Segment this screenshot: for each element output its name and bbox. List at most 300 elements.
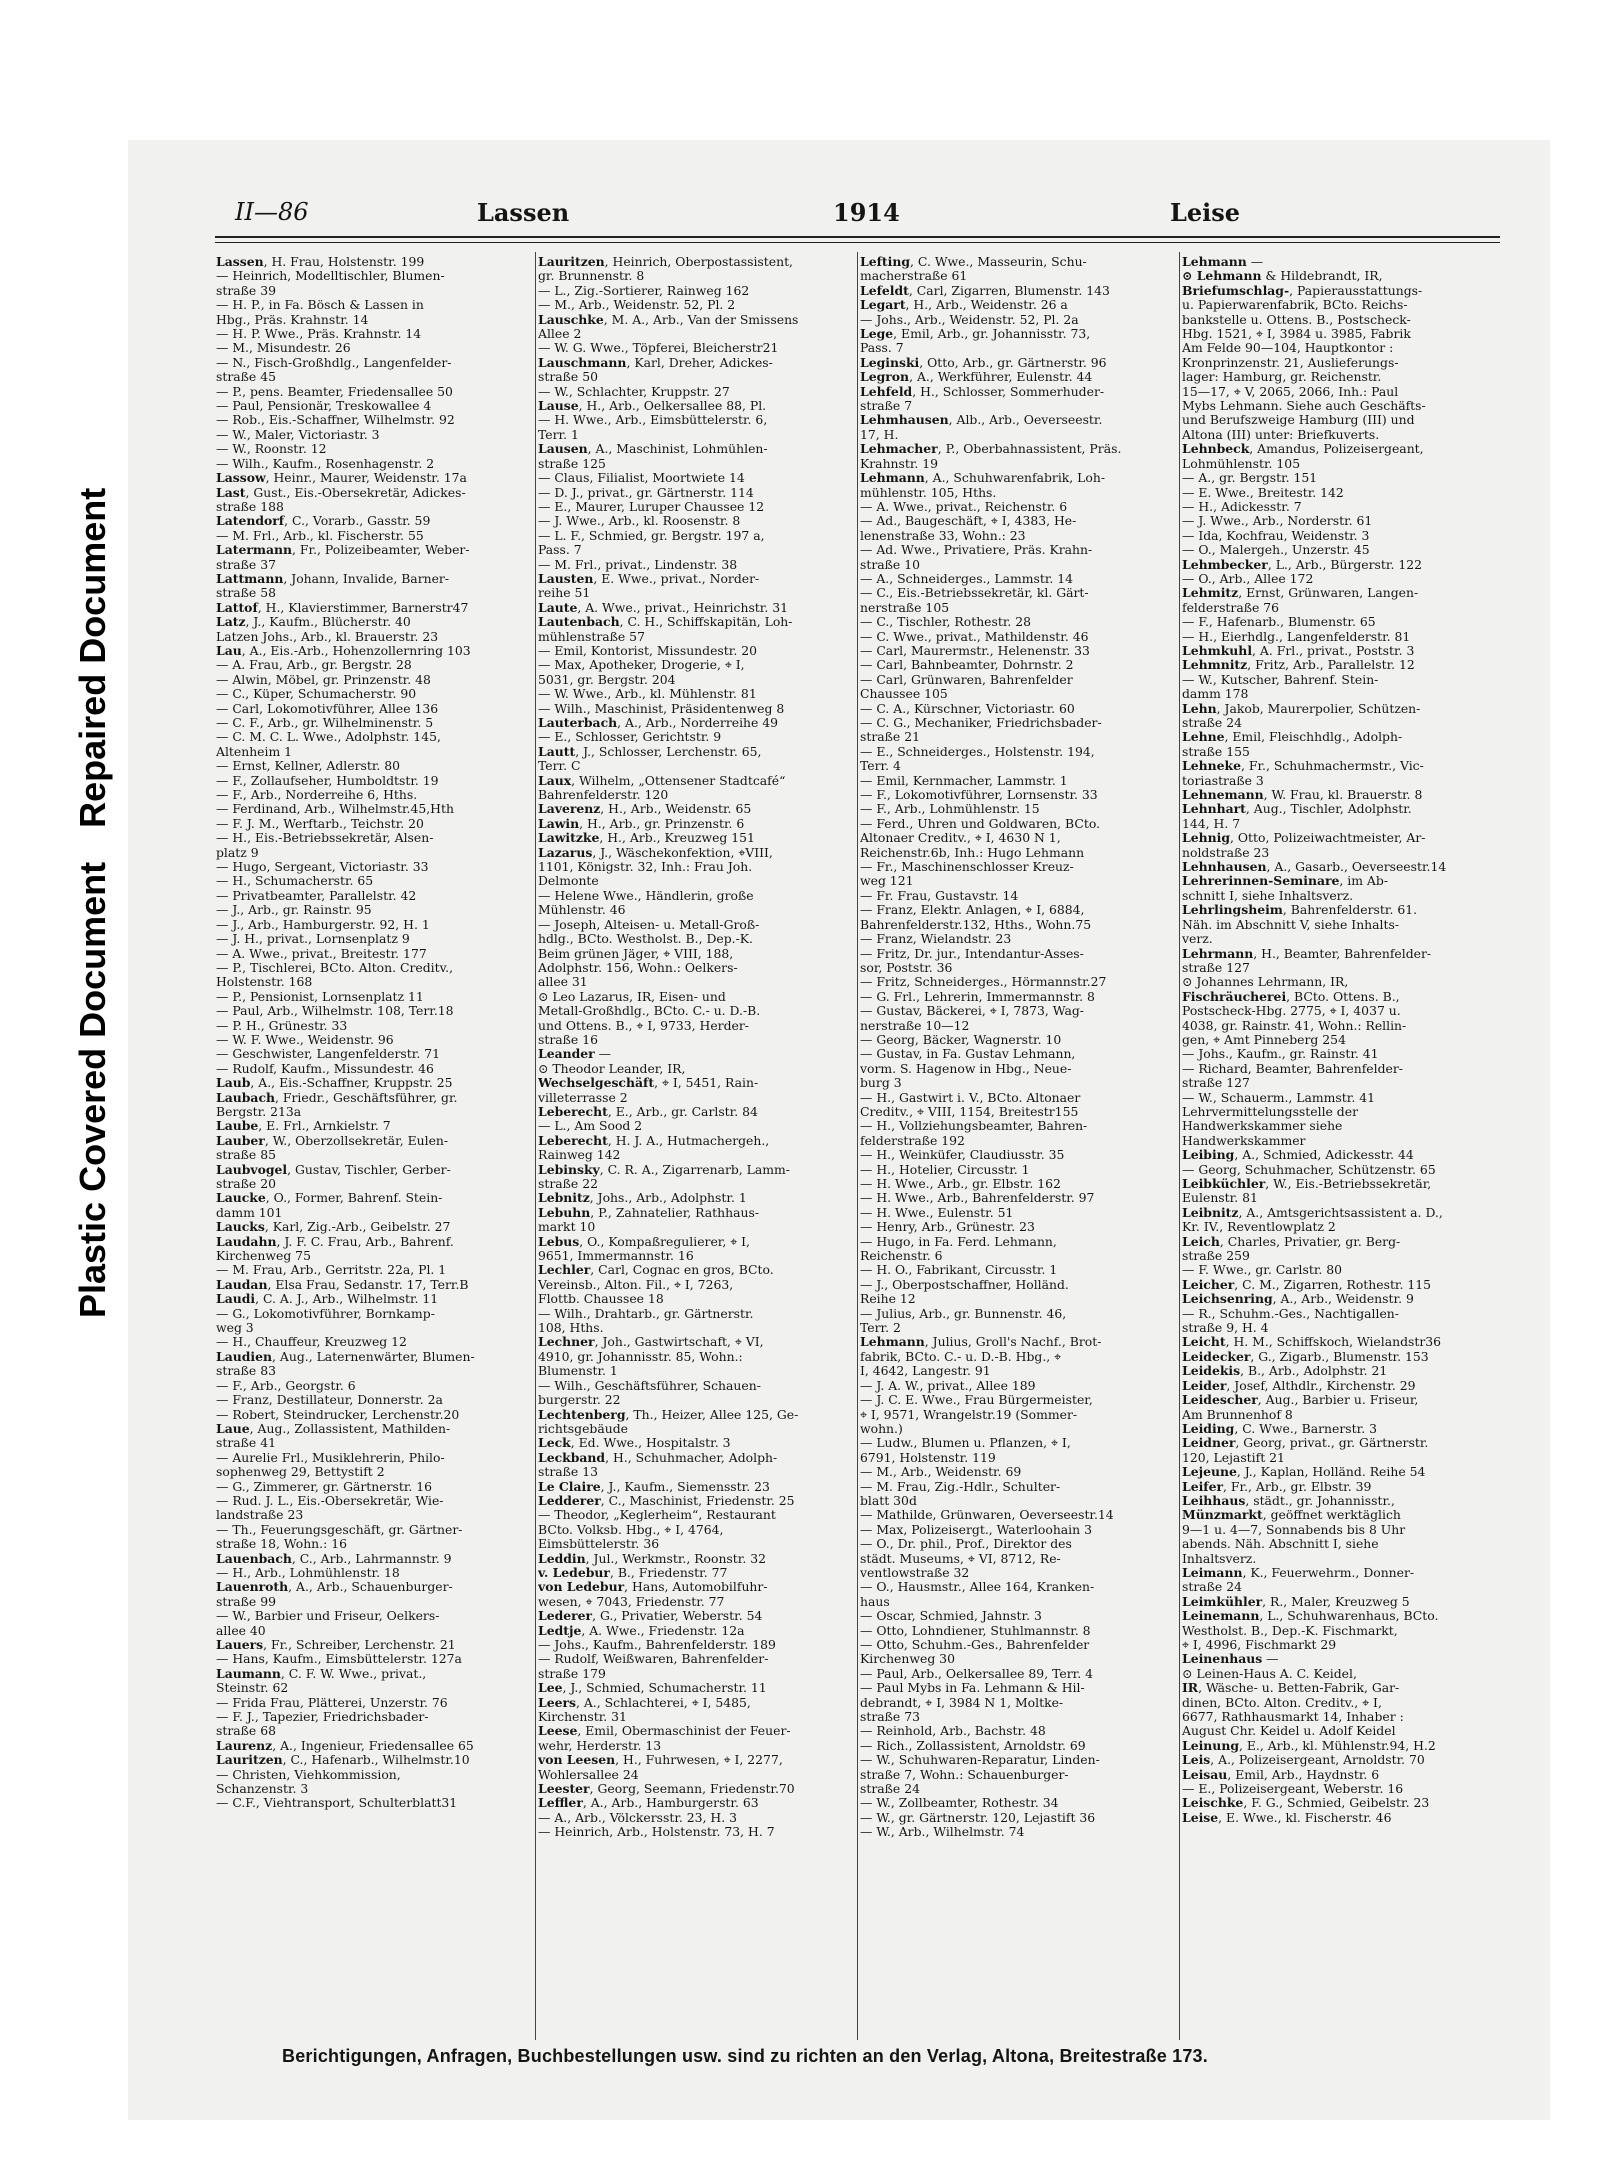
directory-line: — Rob., Eis.-Schaffner, Wilhelmstr. 92: [216, 413, 455, 428]
directory-line: weg 3: [216, 1321, 254, 1336]
directory-line: und Berufszweige Hamburg (III) und: [1182, 413, 1415, 428]
directory-line: Wechselgeschäft, ⌖ I, 5451, Rain-: [538, 1076, 759, 1091]
directory-line: — Wilh., Kaufm., Rosenhagenstr. 2: [216, 456, 435, 471]
directory-line: August Chr. Keidel u. Adolf Keidel: [1182, 1724, 1396, 1739]
directory-line: felderstraße 192: [860, 1133, 965, 1148]
directory-line: — Ernst, Kellner, Adlerstr. 80: [216, 759, 401, 774]
directory-line: Handwerkskammer: [1182, 1133, 1306, 1148]
directory-line: — H. Wwe., Arb., gr. Elbstr. 162: [860, 1177, 1061, 1191]
directory-line: gen, ⌖ Amt Pinneberg 254: [1182, 1032, 1346, 1047]
directory-line: — C., Eis.-Betriebssekretär, kl. Gärt-: [860, 586, 1089, 601]
directory-line: Blumenstr. 1: [538, 1364, 618, 1379]
directory-line: — Fr., Maschinenschlosser Kreuz-: [860, 860, 1074, 875]
directory-line: vorm. S. Hagenow in Hbg., Neue-: [860, 1061, 1072, 1076]
directory-line: ⊙ Leinen-Haus A. C. Keidel,: [1182, 1666, 1357, 1681]
directory-line: — A., Schneiderges., Lammstr. 14: [860, 571, 1074, 586]
directory-line: Delmonte: [538, 874, 599, 889]
directory-line: — M., Misundestr. 26: [216, 341, 351, 356]
directory-line: straße 45: [216, 370, 276, 385]
directory-line: Lauschmann, Karl, Dreher, Adickes-: [538, 355, 773, 370]
directory-line: straße 73: [860, 1710, 920, 1725]
page-number: II—86: [235, 198, 309, 226]
column-divider: [535, 252, 536, 2040]
directory-line: I, 4642, Langestr. 91: [860, 1364, 991, 1379]
directory-line: Reichenstr.6b, Inh.: Hugo Lehmann: [860, 845, 1085, 860]
directory-line: — Georg, Bäcker, Wagnerstr. 10: [860, 1032, 1062, 1047]
directory-line: macherstraße 61: [860, 269, 968, 284]
directory-line: haus: [860, 1594, 890, 1609]
directory-line: — Alwin, Möbel, gr. Prinzenstr. 48: [216, 672, 431, 687]
directory-line: Lauritzen, Heinrich, Oberpostassistent,: [538, 255, 793, 269]
directory-line: — Reinhold, Arb., Bachstr. 48: [860, 1724, 1046, 1739]
directory-line: Kronprinzenstr. 21, Auslieferungs-: [1182, 355, 1399, 370]
directory-line: weg 121: [860, 874, 914, 889]
directory-line: straße 7, Wohn.: Schauenburger-: [860, 1767, 1069, 1782]
directory-line: Pass. 7: [538, 543, 582, 558]
directory-line: Latendorf, C., Vorarb., Gasstr. 59: [216, 514, 431, 529]
directory-line: 5031, gr. Bergstr. 204: [538, 672, 676, 687]
directory-line: lenenstraße 33, Wohn.: 23: [860, 528, 1026, 543]
directory-line: gr. Brunnenstr. 8: [538, 269, 645, 284]
directory-line: u. Papierwarenfabrik, BCto. Reichs-: [1182, 298, 1408, 313]
directory-line: Leichsenring, A., Arb., Weidenstr. 9: [1182, 1292, 1414, 1307]
directory-line: — Franz, Elektr. Anlagen, ⌖ I, 6884,: [860, 903, 1085, 918]
directory-line: — C., Tischler, Rothestr. 28: [860, 615, 1032, 630]
directory-line: straße 68: [216, 1724, 276, 1739]
directory-line: ⊙ Leo Lazarus, IR, Eisen- und: [538, 989, 726, 1004]
directory-line: straße 16: [538, 1032, 598, 1047]
directory-line: v. Ledebur, B., Friedenstr. 77: [538, 1565, 728, 1580]
directory-line: straße 24: [860, 1782, 920, 1797]
directory-line: Lauers, Fr., Schreiber, Lerchenstr. 21: [216, 1638, 456, 1652]
directory-line: Leidecker, G., Zigarb., Blumenstr. 153: [1182, 1349, 1429, 1364]
directory-line: — Paul, Arb., Oelkersallee 89, Terr. 4: [860, 1666, 1093, 1681]
directory-line: ⊙ Johannes Lehrmann, IR,: [1182, 975, 1349, 990]
directory-line: 4038, gr. Rainstr. 41, Wohn.: Rellin-: [1182, 1018, 1407, 1033]
directory-line: — Carl, Grünwaren, Bahrenfelder: [860, 672, 1073, 687]
directory-line: hdlg., BCto. Westholst. B., Dep.-K.: [538, 932, 753, 947]
directory-line: — F., Zollaufseher, Humboldtstr. 19: [216, 773, 439, 788]
directory-line: Leicher, C. M., Zigarren, Rothestr. 115: [1182, 1277, 1432, 1292]
directory-line: noldstraße 23: [1182, 845, 1270, 860]
directory-line: platz 9: [216, 845, 259, 860]
directory-line: Westholst. B., Dep.-K. Fischmarkt,: [1182, 1623, 1398, 1638]
directory-line: — W., Roonstr. 12: [216, 442, 327, 457]
directory-line: Lausen, A., Maschinist, Lohmühlen-: [538, 442, 768, 457]
directory-line: Ledtje, A. Wwe., Friedenstr. 12a: [538, 1623, 745, 1638]
directory-line: Reichenstr. 6: [860, 1249, 943, 1264]
directory-line: Lehne, Emil, Fleischhdlg., Adolph-: [1182, 730, 1403, 745]
directory-line: — C. F., Arb., gr. Wilhelminenstr. 5: [216, 716, 434, 730]
directory-line: — Joseph, Alteisen- u. Metall-Groß-: [538, 917, 760, 932]
directory-line: felderstraße 76: [1182, 600, 1280, 615]
directory-line: 17, H.: [860, 427, 899, 442]
directory-line: Lehnemann, W. Frau, kl. Brauerstr. 8: [1182, 788, 1423, 803]
directory-line: — H., Gastwirt i. V., BCto. Altonaer: [860, 1090, 1081, 1105]
directory-line: — F. Wwe., gr. Carlstr. 80: [1182, 1263, 1343, 1278]
directory-line: nerstraße 10—12: [860, 1018, 970, 1033]
directory-line: straße 179: [538, 1666, 606, 1681]
directory-line: Le Claire, J., Kaufm., Siemensstr. 23: [538, 1479, 770, 1494]
directory-line: — Johs., Kaufm., Bahrenfelderstr. 189: [538, 1638, 776, 1652]
directory-line: Lehmann, A., Schuhwarenfabrik, Loh-: [860, 471, 1106, 486]
directory-line: straße 125: [538, 456, 606, 471]
directory-line: Rainweg 142: [538, 1148, 621, 1163]
directory-line: — J. Wwe., Arb., kl. Roosenstr. 8: [538, 514, 741, 529]
directory-line: Laudahn, J. F. C. Frau, Arb., Bahrenf.: [216, 1234, 454, 1249]
directory-line: — Aurelie Frl., Musiklehrerin, Philo-: [216, 1450, 445, 1465]
directory-line: — Claus, Filialist, Moortwiete 14: [538, 471, 745, 486]
directory-line: — J., Oberpostschaffner, Holländ.: [860, 1277, 1069, 1292]
directory-line: — Paul, Arb., Wilhelmstr. 108, Terr.18: [216, 1004, 454, 1019]
directory-line: Chaussee 105: [860, 687, 948, 702]
directory-line: — C. Wwe., privat., Mathildenstr. 46: [860, 629, 1089, 644]
directory-line: — W., Kutscher, Bahrenf. Stein-: [1182, 672, 1379, 687]
directory-line: — C. G., Mechaniker, Friedrichsbader-: [860, 716, 1102, 730]
year: 1914: [833, 198, 900, 227]
directory-line: Beim grünen Jäger, ⌖ VIII, 188,: [538, 946, 734, 961]
directory-line: Lehmann —: [1182, 255, 1264, 269]
directory-line: — F. J. M., Werftarb., Teichstr. 20: [216, 816, 424, 831]
directory-line: wehr, Herderstr. 13: [538, 1738, 662, 1753]
directory-line: Adolphstr. 156, Wohn.: Oelkers-: [538, 960, 738, 975]
directory-line: — A., Arb., Völckersstr. 23, H. 3: [538, 1810, 737, 1825]
directory-line: Lassow, Heinr., Maurer, Weidenstr. 17a: [216, 471, 467, 486]
directory-line: — A., gr. Bergstr. 151: [1182, 471, 1318, 486]
repaired-label: Repaired Document: [72, 487, 113, 828]
directory-line: Lehmhausen, Alb., Arb., Oeverseestr.: [860, 413, 1103, 428]
directory-line: Terr. 2: [860, 1321, 901, 1336]
directory-line: fabrik, BCto. C.- u. D.-B. Hbg., ⌖: [860, 1349, 1062, 1364]
directory-line: — O., Malergeh., Unzerstr. 45: [1182, 543, 1370, 558]
directory-line: Leinemann, L., Schuhwarenhaus, BCto.: [1182, 1609, 1439, 1624]
directory-line: Lauenbach, C., Arb., Lahrmannstr. 9: [216, 1551, 452, 1566]
directory-line: Terr. 4: [860, 759, 901, 774]
directory-line: — Max, Apotheker, Drogerie, ⌖ I,: [538, 658, 745, 673]
directory-line: Lehfeld, H., Schlosser, Sommerhuder-: [860, 384, 1105, 399]
directory-line: — Henry, Arb., Grünestr. 23: [860, 1220, 1035, 1235]
directory-line: Laute, A. Wwe., privat., Heinrichstr. 31: [538, 600, 788, 615]
directory-line: — H. P. Wwe., Präs. Krahnstr. 14: [216, 327, 422, 342]
directory-line: Laue, Aug., Zollassistent, Mathilden-: [216, 1421, 451, 1436]
directory-line: Lehrmann, H., Beamter, Bahrenfelder-: [1182, 946, 1432, 961]
directory-line: — W., Arb., Wilhelmstr. 74: [860, 1825, 1025, 1840]
directory-line: — Rud. J. L., Eis.-Obersekretär, Wie-: [216, 1493, 444, 1508]
directory-line: Leise, E. Wwe., kl. Fischerstr. 46: [1182, 1810, 1392, 1825]
directory-line: Laucke, O., Former, Bahrenf. Stein-: [216, 1191, 443, 1206]
directory-line: Lehmann, Julius, Groll's Nachf., Brot-: [860, 1335, 1102, 1350]
directory-column-2: [538, 255, 854, 2041]
directory-line: — Wilh., Drahtarb., gr. Gärtnerstr.: [538, 1306, 754, 1321]
directory-line: Laube, E. Frl., Arnkielstr. 7: [216, 1119, 391, 1134]
directory-line: Terr. 1: [538, 427, 579, 442]
directory-line: — M., Arb., Weidenstr. 69: [860, 1465, 1022, 1480]
directory-line: — W., Schlachter, Kruppstr. 27: [538, 384, 730, 399]
directory-line: Kirchenweg 75: [216, 1249, 311, 1264]
directory-line: Lause, H., Arb., Oelkersallee 88, Pl.: [538, 399, 767, 414]
directory-line: — C. A., Kürschner, Victoriastr. 60: [860, 701, 1075, 716]
directory-line: Leander —: [538, 1047, 612, 1062]
directory-line: verz.: [1182, 932, 1213, 947]
directory-line: Latermann, Fr., Polizeibeamter, Weber-: [216, 543, 470, 558]
directory-line: — J., Arb., Hamburgerstr. 92, H. 1: [216, 917, 430, 932]
directory-line: Leidner, Georg, privat., gr. Gärtnerstr.: [1182, 1436, 1429, 1451]
directory-line: Leddin, Jul., Werkmstr., Roonstr. 32: [538, 1551, 766, 1566]
header-rule: [215, 236, 1500, 238]
directory-line: 144, H. 7: [1182, 816, 1241, 831]
directory-line: — Julius, Arb., gr. Bunnenstr. 46,: [860, 1306, 1067, 1321]
directory-line: ⊙ Lehmann & Hildebrandt, IR,: [1182, 269, 1383, 284]
directory-line: Laubvogel, Gustav, Tischler, Gerber-: [216, 1162, 451, 1177]
directory-line: von Ledebur, Hans, Automobilfuhr-: [538, 1580, 768, 1595]
header-rule-thin: [215, 242, 1500, 243]
directory-line: — P. H., Grünestr. 33: [216, 1018, 348, 1033]
directory-line: Laudan, Elsa Frau, Sedanstr. 17, Terr.B: [216, 1277, 469, 1292]
directory-line: Lee, J., Schmied, Schumacherstr. 11: [538, 1681, 767, 1696]
directory-line: — G., Lokomotivführer, Bornkamp-: [216, 1306, 435, 1321]
directory-line: Leimann, K., Feuerwehrm., Donner-: [1182, 1565, 1415, 1580]
directory-line: — H., Vollziehungsbeamter, Bahren-: [860, 1119, 1088, 1134]
directory-line: Lautenbach, C. H., Schiffskapitän, Loh-: [538, 615, 793, 630]
directory-line: Handwerkskammer siehe: [1182, 1119, 1343, 1134]
directory-line: straße 83: [216, 1364, 276, 1379]
directory-line: mühlenstraße 57: [538, 629, 645, 644]
directory-line: Lehn, Jakob, Maurerpolier, Schützen-: [1182, 701, 1421, 716]
directory-line: straße 50: [538, 370, 598, 385]
directory-line: — Heinrich, Modelltischler, Blumen-: [216, 269, 445, 284]
directory-line: — A. Frau, Arb., gr. Bergstr. 28: [216, 658, 412, 673]
directory-line: — W. Wwe., Arb., kl. Mühlenstr. 81: [538, 687, 757, 702]
directory-line: — Fr. Frau, Gustavstr. 14: [860, 888, 1019, 903]
directory-line: — Wilh., Maschinist, Präsidentenweg 8: [538, 701, 785, 716]
directory-line: straße 24: [1182, 1580, 1242, 1595]
directory-line: — E., Schneiderges., Holstenstr. 194,: [860, 744, 1095, 759]
directory-line: Kr. IV., Reventlowplatz 2: [1182, 1220, 1336, 1235]
directory-line: IR, Wäsche- u. Betten-Fabrik, Gar-: [1182, 1681, 1400, 1696]
directory-line: Holstenstr. 168: [216, 975, 313, 990]
directory-line: Postscheck-Hbg. 2775, ⌖ I, 4037 u.: [1182, 1004, 1401, 1019]
directory-line: straße 10: [860, 557, 920, 572]
directory-line: straße 22: [538, 1177, 598, 1191]
directory-line: Lazarus, J., Wäschekonfektion, ⌖VIII,: [538, 845, 773, 860]
directory-line: — Robert, Steindrucker, Lerchenstr.20: [216, 1407, 460, 1422]
directory-line: Lattmann, Johann, Invalide, Barner-: [216, 571, 450, 586]
directory-line: — Ludw., Blumen u. Pflanzen, ⌖ I,: [860, 1436, 1071, 1451]
directory-line: — Otto, Lohndiener, Stuhlmannstr. 8: [860, 1623, 1091, 1638]
directory-line: straße 127: [1182, 1076, 1250, 1091]
directory-line: — Franz, Destillateur, Donnerstr. 2a: [216, 1393, 443, 1408]
directory-line: Lehmnitz, Fritz, Arb., Parallelstr. 12: [1182, 658, 1415, 673]
directory-line: — J., Arb., gr. Rainstr. 95: [216, 903, 372, 918]
directory-line: Leisau, Emil, Arb., Haydnstr. 6: [1182, 1767, 1380, 1782]
directory-line: — A. Wwe., privat., Reichenstr. 6: [860, 499, 1068, 514]
directory-line: Lehmbecker, L., Arb., Bürgerstr. 122: [1182, 557, 1422, 572]
directory-line: — O., Arb., Allee 172: [1182, 571, 1314, 586]
directory-line: — J. Wwe., Arb., Norderstr. 61: [1182, 514, 1373, 529]
directory-line: Mühlenstr. 46: [538, 903, 626, 918]
directory-line: — Ferd., Uhren und Goldwaren, BCto.: [860, 816, 1101, 831]
directory-line: — C., Küper, Schumacherstr. 90: [216, 687, 417, 702]
directory-line: sor, Poststr. 36: [860, 960, 953, 975]
directory-line: Hbg. 1521, ⌖ I, 3984 u. 3985, Fabrik: [1182, 327, 1411, 342]
directory-line: Leese, Emil, Obermaschinist der Feuer-: [538, 1724, 791, 1739]
directory-line: Altenheim 1: [216, 744, 293, 759]
directory-line: 9—1 u. 4—7, Sonnabends bis 8 Uhr: [1182, 1522, 1406, 1537]
directory-line: — Richard, Beamter, Bahrenfelder-: [1182, 1061, 1403, 1076]
directory-line: Lauber, W., Oberzollsekretär, Eulen-: [216, 1133, 449, 1148]
directory-line: Mybs Lehmann. Siehe auch Geschäfts-: [1182, 399, 1426, 414]
directory-line: reihe 51: [538, 586, 591, 601]
directory-line: straße 99: [216, 1594, 276, 1609]
directory-line: — Rudolf, Kaufm., Missundestr. 46: [216, 1061, 434, 1076]
directory-line: — Mathilde, Grünwaren, Oeverseestr.14: [860, 1508, 1114, 1523]
directory-line: Am Felde 90—104, Hauptkontor :: [1182, 341, 1394, 356]
directory-line: — Otto, Schuhm.-Ges., Bahrenfelder: [860, 1638, 1090, 1652]
directory-line: Lehmkuhl, A. Frl., privat., Poststr. 3: [1182, 643, 1415, 658]
directory-line: — Helene Wwe., Händlerin, große: [538, 888, 754, 903]
side-label: [38, 238, 148, 1338]
directory-line: — Carl, Maurermstr., Helenenstr. 33: [860, 643, 1090, 658]
directory-line: — Gustav, in Fa. Gustav Lehmann,: [860, 1047, 1076, 1062]
directory-line: Kirchenstr. 31: [538, 1710, 627, 1725]
directory-line: Lehmacher, P., Oberbahnassistent, Präs.: [860, 442, 1122, 457]
directory-line: — Carl, Bahnbeamter, Dohrnstr. 2: [860, 658, 1074, 673]
directory-line: — F. J., Tapezier, Friedrichsbader-: [216, 1710, 429, 1725]
directory-line: — P., pens. Beamter, Friedensallee 50: [216, 384, 453, 399]
directory-line: — Geschwister, Langenfelderstr. 71: [216, 1047, 440, 1062]
directory-line: Terr. C: [538, 759, 581, 774]
directory-line: Lehnbeck, Amandus, Polizeisergeant,: [1182, 442, 1424, 457]
directory-line: Leberecht, H. J. A., Hutmachergeh.,: [538, 1133, 770, 1148]
directory-line: damm 178: [1182, 687, 1249, 702]
directory-line: Leich, Charles, Privatier, gr. Berg-: [1182, 1234, 1401, 1249]
directory-line: — E., Maurer, Luruper Chaussee 12: [538, 499, 765, 514]
directory-line: — Hans, Kaufm., Eimsbüttelerstr. 127a: [216, 1652, 462, 1667]
directory-line: — F., Arb., Lohmühlenstr. 15: [860, 802, 1040, 817]
directory-line: Lauritzen, C., Hafenarb., Wilhelmstr.10: [216, 1753, 470, 1768]
directory-line: Lautt, J., Schlosser, Lerchenstr. 65,: [538, 744, 762, 759]
directory-line: — F., Hafenarb., Blumenstr. 65: [1182, 615, 1376, 630]
directory-line: schnitt I, siehe Inhaltsverz.: [1182, 888, 1354, 903]
directory-line: Lebinsky, C. R. A., Zigarrenarb, Lamm-: [538, 1162, 790, 1177]
directory-line: Lefeldt, Carl, Zigarren, Blumenstr. 143: [860, 283, 1110, 298]
directory-line: Leis, A., Polizeisergeant, Arnoldstr. 70: [1182, 1753, 1425, 1768]
directory-line: — W., Zollbeamter, Rothestr. 34: [860, 1796, 1059, 1811]
directory-line: debrandt, ⌖ I, 3984 N 1, Moltke-: [860, 1695, 1064, 1710]
directory-line: — H., Eis.-Betriebssekretär, Alsen-: [216, 831, 434, 846]
directory-line: — Frida Frau, Plätterei, Unzerstr. 76: [216, 1695, 448, 1710]
directory-line: von Leesen, H., Fuhrwesen, ⌖ I, 2277,: [538, 1753, 783, 1768]
directory-line: straße 13: [538, 1465, 598, 1480]
directory-line: — Franz, Wielandstr. 23: [860, 932, 1012, 947]
directory-line: 4910, gr. Johannisstr. 85, Wohn.:: [538, 1349, 743, 1364]
directory-line: Lehneke, Fr., Schuhmachermstr., Vic-: [1182, 759, 1424, 774]
directory-line: — G. Frl., Lehrerin, Immermannstr. 8: [860, 989, 1095, 1004]
directory-line: Reihe 12: [860, 1292, 916, 1307]
directory-line: — Heinrich, Arb., Holstenstr. 73, H. 7: [538, 1825, 775, 1840]
directory-line: Leginski, Otto, Arb., gr. Gärtnerstr. 96: [860, 355, 1107, 370]
column-divider: [1179, 252, 1180, 2040]
last-entry-word: Leise: [1170, 198, 1241, 227]
directory-line: Fischräucherei, BCto. Ottens. B.,: [1182, 989, 1400, 1004]
directory-line: 6791, Holstenstr. 119: [860, 1450, 996, 1465]
directory-line: straße 39: [216, 283, 276, 298]
directory-line: Eimsbüttelerstr. 36: [538, 1537, 660, 1552]
column-divider: [857, 252, 858, 2040]
directory-line: — H., Schumacherstr. 65: [216, 874, 374, 889]
directory-line: — F., Arb., Norderreihe 6, Hths.: [216, 788, 418, 803]
directory-line: Bahrenfelderstr.132, Hths., Wohn.75: [860, 917, 1092, 932]
directory-line: Leihhaus, städt., gr. Johannisstr.,: [1182, 1493, 1395, 1508]
directory-line: — M. Frl., privat., Lindenstr. 38: [538, 557, 738, 572]
directory-line: ⌖ I, 9571, Wrangelstr.19 (Sommer-: [860, 1407, 1078, 1422]
directory-line: Flottb. Chaussee 18: [538, 1292, 664, 1307]
directory-line: Last, Gust., Eis.-Obersekretär, Adickes-: [216, 485, 466, 500]
directory-line: — Gustav, Bäckerei, ⌖ I, 7873, Wag-: [860, 1004, 1084, 1019]
directory-line: — Th., Feuerungsgeschäft, gr. Gärtner-: [216, 1522, 463, 1537]
directory-column-3: [860, 255, 1176, 2041]
directory-line: — W. F. Wwe., Weidenstr. 96: [216, 1032, 394, 1047]
directory-line: — Privatbeamter, Parallelstr. 42: [216, 888, 417, 903]
directory-line: Wohlersallee 24: [538, 1767, 639, 1782]
directory-line: Lechtenberg, Th., Heizer, Allee 125, Ge-: [538, 1407, 799, 1422]
directory-line: Lehrlingsheim, Bahrenfelderstr. 61.: [1182, 903, 1418, 918]
directory-line: Lebus, O., Kompaßregulierer, ⌖ I,: [538, 1234, 750, 1249]
directory-line: — W. G. Wwe., Töpferei, Bleicherstr21: [538, 341, 779, 356]
directory-line: mühlenstr. 105, Hths.: [860, 485, 997, 500]
directory-line: damm 101: [216, 1205, 283, 1220]
directory-line: markt 10: [538, 1220, 596, 1235]
directory-line: blatt 30d: [860, 1493, 917, 1508]
directory-line: dinen, BCto. Alton. Creditv., ⌖ I,: [1182, 1695, 1382, 1710]
directory-line: Allee 2: [538, 327, 582, 342]
directory-line: Leiding, C. Wwe., Barnerstr. 3: [1182, 1421, 1377, 1436]
directory-line: Lehmitz, Ernst, Grünwaren, Langen-: [1182, 586, 1419, 601]
directory-line: Eulenstr. 81: [1182, 1191, 1258, 1206]
directory-line: — Rich., Zollassistent, Arnoldstr. 69: [860, 1738, 1086, 1753]
directory-line: straße 21: [860, 730, 920, 745]
directory-line: Lauschke, M. A., Arb., Van der Smissens: [538, 312, 799, 327]
directory-line: Lauenroth, A., Arb., Schauenburger-: [216, 1580, 453, 1595]
directory-line: ventlowstraße 32: [860, 1565, 970, 1580]
directory-line: bankstelle u. Ottens. B., Postscheck-: [1182, 312, 1411, 327]
directory-column-1: [216, 255, 532, 2041]
directory-line: Münzmarkt, geöffnet werktäglich: [1182, 1508, 1401, 1523]
directory-line: — C. M. C. L. Wwe., Adolphstr. 145,: [216, 730, 441, 745]
directory-line: Laux, Wilhelm, „Ottensener Stadtcafé“: [538, 773, 786, 788]
directory-line: straße 155: [1182, 744, 1250, 759]
directory-line: Lehrvermittelungsstelle der: [1182, 1104, 1358, 1119]
directory-line: Leers, A., Schlachterei, ⌖ I, 5485,: [538, 1695, 751, 1710]
directory-line: straße 18, Wohn.: 16: [216, 1537, 347, 1552]
directory-line: — Wilh., Geschäftsführer, Schauen-: [538, 1378, 761, 1393]
directory-line: Lawitzke, H., Arb., Kreuzweg 151: [538, 831, 755, 846]
directory-line: — Theodor, „Keglerheim“, Restaurant: [538, 1508, 776, 1523]
directory-line: Leibküchler, W., Eis.-Betriebssekretär,: [1182, 1177, 1432, 1191]
directory-line: — A. Wwe., privat., Breitestr. 177: [216, 946, 427, 961]
directory-line: — H. Wwe., Arb., Bahrenfelderstr. 97: [860, 1191, 1095, 1206]
directory-line: Lawin, H., Arb., gr. Prinzenstr. 6: [538, 816, 745, 831]
directory-line: Lauterbach, A., Arb., Norderreihe 49: [538, 716, 779, 730]
directory-line: — L., Am Sood 2: [538, 1119, 643, 1134]
directory-column-4: [1182, 255, 1498, 2041]
directory-line: Leidescher, Aug., Barbier u. Friseur,: [1182, 1393, 1419, 1408]
directory-line: wohn.): [860, 1421, 903, 1436]
directory-line: straße 20: [216, 1177, 276, 1191]
directory-line: — Oscar, Schmied, Jahnstr. 3: [860, 1609, 1042, 1624]
directory-line: — Rudolf, Weißwaren, Bahrenfelder-: [538, 1652, 769, 1667]
directory-line: — Christen, Viehkommission,: [216, 1767, 401, 1782]
